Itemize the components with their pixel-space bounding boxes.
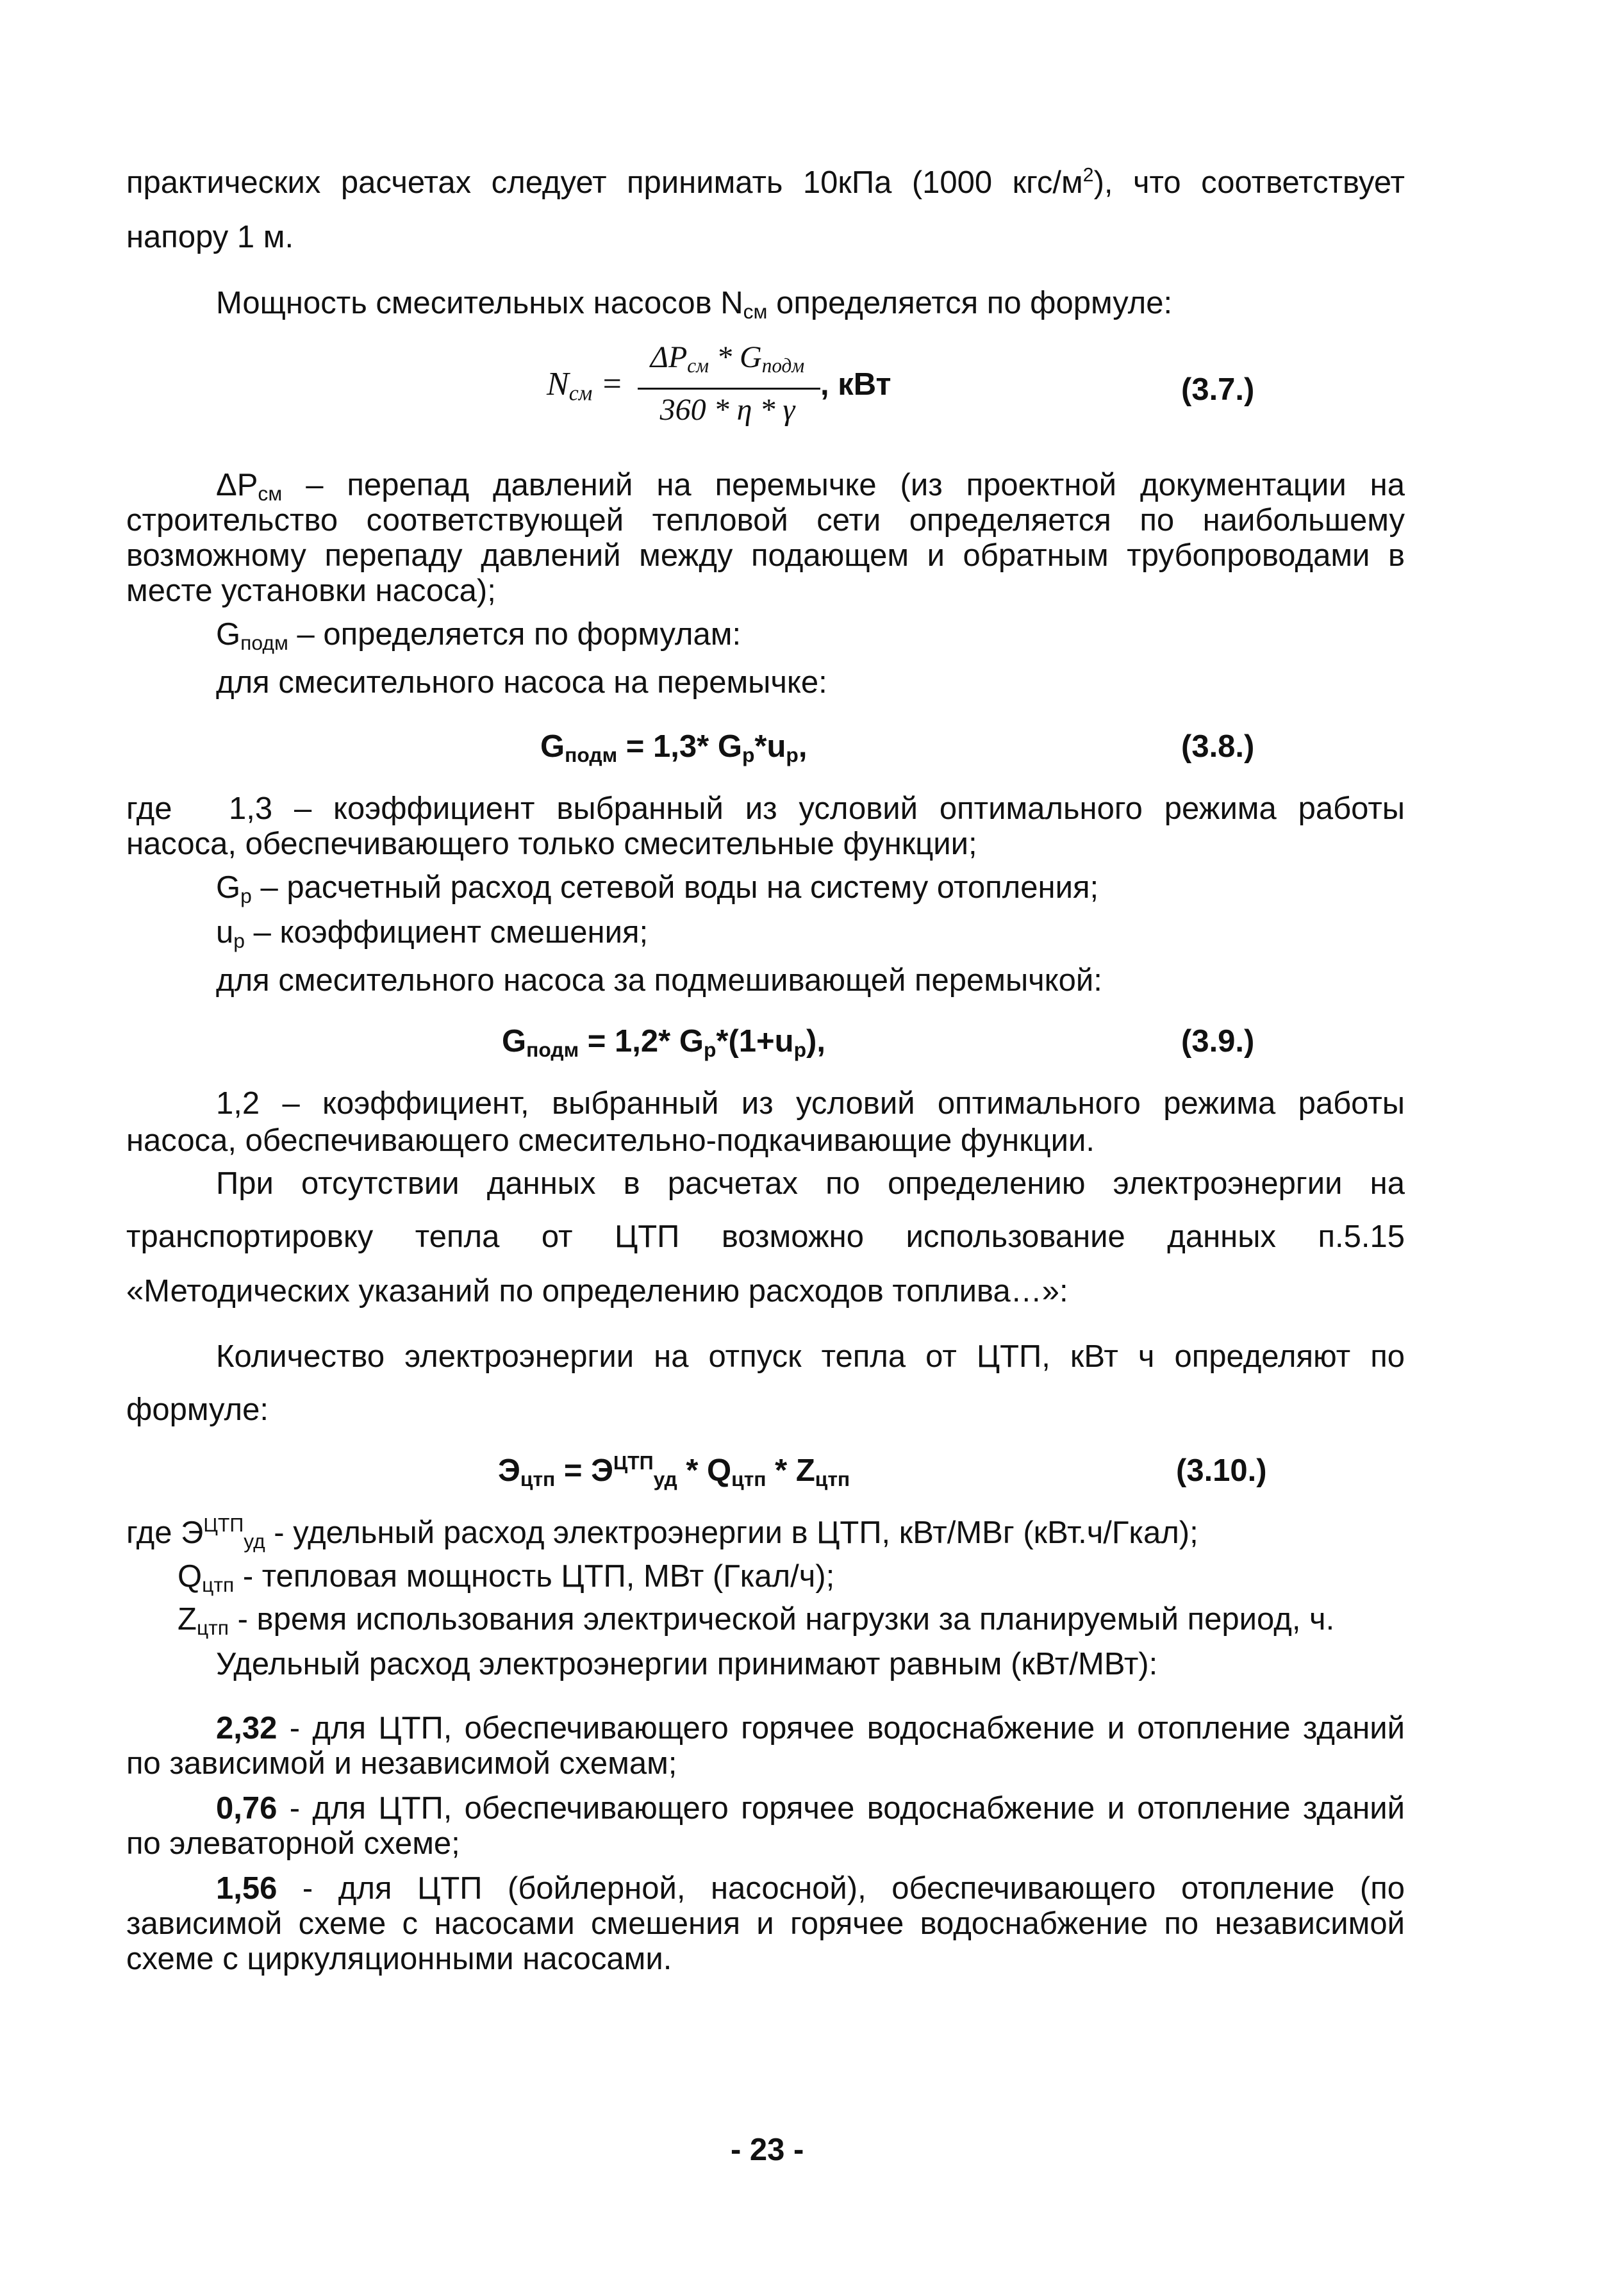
text-line: $Q_{цтп}$ - тепловая мощность ЦТП, МВт (Гкал/ч); <box>178 1559 835 1596</box>
text-line: 1,56 - для ЦТП (бойлерной, насосной), обеспечивающего отопление (по <box>216 1871 1405 1906</box>
formula-unit: , кВт <box>820 367 891 402</box>
text-line: по элеваторной схеме; <box>126 1826 460 1861</box>
text-line: транспортировку тепла от ЦТП возможно использование данных п.5.15 <box>126 1219 1405 1254</box>
text-line: Мощность смесительных насосов $N_{см}$ определяется по формуле: <box>216 286 1173 323</box>
text-line: При отсутствии данных в расчетах по определению электроэнергии на <box>216 1166 1405 1201</box>
formula: $G_{подм} = 1,2*$ $G_р*(1+u_р)$, <box>502 1024 825 1061</box>
formula-number: (3.7.) <box>1181 372 1255 407</box>
formula-number: (3.10.) <box>1176 1453 1267 1488</box>
text-line: по зависимой и независимой схемам; <box>126 1746 677 1781</box>
text-line: где $Э^{ЦТП}_{уд}$ - удельный расход электроэнергии в ЦТП, кВт/МВг (кВт.ч/Гкал); <box>126 1514 1198 1553</box>
formula-denominator: 360 * η * γ <box>659 393 795 427</box>
text-line: $\Delta P_{см}$ – перепад давлений на перемычке (из проектной документации на <box>216 468 1405 505</box>
formula-lhs: $N_{см}$ = <box>547 366 624 406</box>
text-line: 2,32 - для ЦТП, обеспечивающего горячее водоснабжение и отопление зданий <box>216 1711 1405 1746</box>
text-line: для смесительного насоса на перемычке: <box>216 665 827 700</box>
text-line: Количество электроэнергии на отпуск тепла от ЦТП, кВт ч определяют по <box>216 1339 1405 1374</box>
formula: $Э_{цтп} = Э^{ЦТП}_{уд} * Q_{цтп} * Z_{цтп}$ <box>498 1451 850 1491</box>
text-line: зависимой схеме с насосами смешения и горячее водоснабжение по независимой <box>126 1906 1405 1941</box>
text-line: возможному перепаду давлений между подающем и обратным трубопроводами в <box>126 538 1405 573</box>
text-line: где <box>126 791 172 826</box>
page-number: - 23 - <box>731 2133 804 2167</box>
text-line: 1,3 – коэффициент выбранный из условий оптимального режима работы <box>229 791 1405 826</box>
fraction-bar <box>638 388 820 390</box>
text-line: схеме с циркуляционными насосами. <box>126 1942 672 1976</box>
text-line: для смесительного насоса за подмешивающей перемычкой: <box>216 963 1102 998</box>
text-line: формуле: <box>126 1392 269 1427</box>
text-line: $G_р$ – расчетный расход сетевой воды на систему отопления; <box>216 870 1099 907</box>
text-line: 0,76 - для ЦТП, обеспечивающего горячее водоснабжение и отопление зданий <box>216 1791 1405 1826</box>
text-line: практических расчетах следует принимать 10кПа (1000 кгс/$м^2$), что соответствует <box>126 163 1405 200</box>
formula-numerator: $\Delta P_{см} * G_{подм}$ <box>650 340 805 377</box>
text-line: $G_{подм}$ – определяется по формулам: <box>216 617 742 654</box>
formula-number: (3.8.) <box>1181 729 1255 764</box>
text-line: Удельный расход электроэнергии принимают равным (кВт/МВт): <box>216 1647 1158 1681</box>
text-line: $Z_{цтп}$ - время использования электрической нагрузки за планируемый период, ч. <box>178 1602 1335 1639</box>
formula: $G_{подм} = 1,3*$ $G_р*u_р$, <box>540 729 808 766</box>
text-line: насоса, обеспечивающего только смесительные функции; <box>126 827 977 861</box>
text-line: «Методических указаний по определению расходов топлива…»: <box>126 1274 1068 1309</box>
text-line: месте установки насоса); <box>126 574 496 608</box>
text-line: 1,2 – коэффициент, выбранный из условий оптимального режима работы <box>216 1086 1405 1121</box>
text-line: строительство соответствующей тепловой сети определяется по наибольшему <box>126 503 1405 538</box>
text-line: насоса, обеспечивающего смесительно-подкачивающие функции. <box>126 1123 1095 1158</box>
text-line: $u_р$ – коэффициент смешения; <box>216 915 649 952</box>
text-line: напору 1 м. <box>126 220 294 254</box>
formula-number: (3.9.) <box>1181 1024 1255 1059</box>
